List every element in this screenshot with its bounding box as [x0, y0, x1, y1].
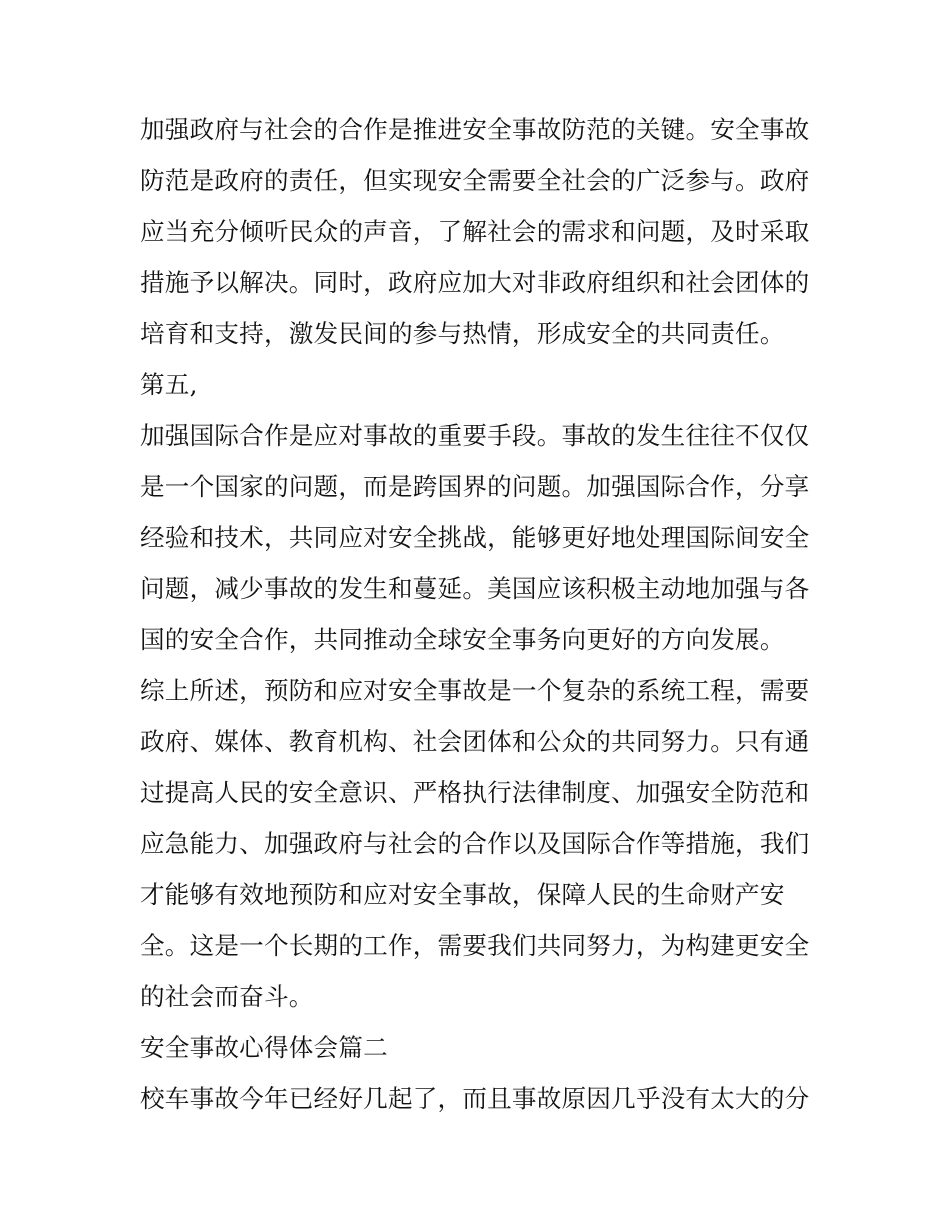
document-body [140, 104, 812, 1124]
text-line: 才能够有效地预防和应对安全事故，保障人民的生命财产安 [140, 880, 785, 909]
text-line: 全。这是一个长期的工作，需要我们共同努力，为构建更安全 [140, 931, 810, 960]
section-title: 安全事故心得体会篇二 [140, 1033, 388, 1062]
text-line: 措施予以解决。同时，政府应加大对非政府组织和社会团体的 [140, 268, 810, 297]
text-line: 经验和技术，共同应对安全挑战，能够更好地处理国际间安全 [140, 523, 810, 552]
text-line: 问题，减少事故的发生和蔓延。美国应该积极主动地加强与各 [140, 574, 810, 603]
text-line: 防范是政府的责任，但实现安全需要全社会的广泛参与。政府 [140, 166, 810, 195]
text-line: 的社会而奋斗。 [140, 982, 314, 1011]
text-line: 过提高人民的安全意识、严格执行法律制度、加强安全防范和 [140, 778, 810, 807]
text-line: 应当充分倾听民众的声音，了解社会的需求和问题，及时采取 [140, 217, 810, 246]
text-line: 加强政府与社会的合作是推进安全事故防范的关键。安全事故 [140, 115, 810, 144]
text-line: 是一个国家的问题，而是跨国界的问题。加强国际合作，分享 [140, 472, 810, 501]
text-line: 加强国际合作是应对事故的重要手段。事故的发生往往不仅仅 [140, 421, 810, 450]
section-heading: 第五, [140, 370, 198, 399]
text-line: 综上所述，预防和应对安全事故是一个复杂的系统工程，需要 [140, 676, 810, 705]
text-line: 应急能力、加强政府与社会的合作以及国际合作等措施，我们 [140, 829, 810, 858]
text-line: 国的安全合作，共同推动全球安全事务向更好的方向发展。 [140, 625, 785, 654]
text-line: 校车事故今年已经好几起了，而且事故原因几乎没有太大的分 [140, 1084, 810, 1113]
text-line: 培育和支持，激发民间的参与热情，形成安全的共同责任。 [140, 319, 785, 348]
text-line: 政府、媒体、教育机构、社会团体和公众的共同努力。只有通 [140, 727, 810, 756]
